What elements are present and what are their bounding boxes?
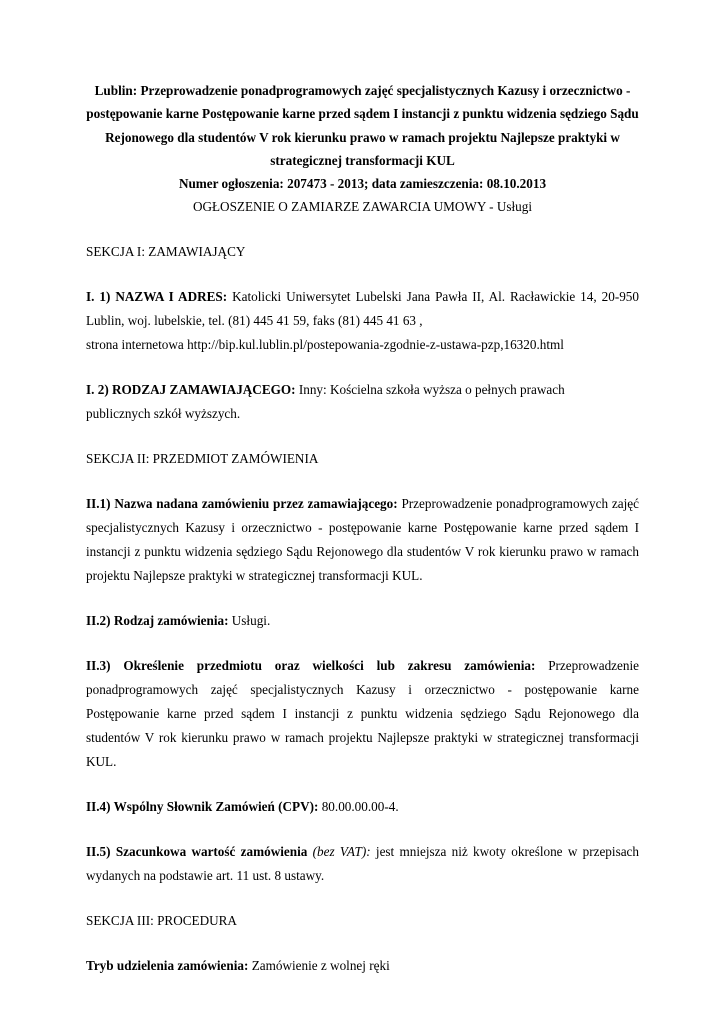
contracting-type-label: I. 2) RODZAJ ZAMAWIAJĄCEGO: (86, 381, 296, 397)
order-name (86, 492, 639, 588)
name-address-value: Katolicki Uniwersytet Lubelski Jana Pawła II, Al. Racławickie 14, 20-950 Lublin, woj. lubelskie, tel. (81) 445 41 59, faks (81) 445 41 63 , (86, 288, 639, 328)
section-1-type (86, 378, 586, 426)
cpv-value: 80.00.00.00-4. (318, 798, 399, 814)
order-scope (86, 654, 639, 774)
order-cpv (86, 795, 639, 819)
cpv-label: II.4) Wspólny Słownik Zamówień (CPV): (86, 798, 319, 814)
notice-number: Numer ogłoszenia: 207473 - 2013; data zamieszczenia: 08.10.2013 (178, 176, 547, 192)
order-kind-label: II.2) Rodzaj zamówienia: (86, 612, 229, 628)
notice-title: Lublin: Przeprowadzenie ponadprogramowych zajęć specjalistycznych Kazusy i orzecznictwo - postępowanie karne Postępowanie karne przed sądem I instancji z punktu widzenia sędziego Sądu Rejonowego dla studentów V rok kierunku prawo w ramach projektu Najlepsze praktyki w strategicznej transformacji KUL (86, 83, 639, 168)
name-address-label: I. 1) NAZWA I ADRES: (86, 288, 228, 304)
procedure-mode-label: Tryb udzielenia zamówienia: (86, 957, 249, 973)
contracting-type-value: Inny: Kościelna szkoła wyższa o pełnych prawach publicznych szkół wyższych. (86, 381, 565, 421)
order-scope-label: II.3) Określenie przedmiotu oraz wielkości lub zakresu zamówienia: (86, 657, 536, 673)
estimated-value-text: jest mniejsza niż kwoty określone w przepisach wydanych na podstawie art. 11 ust. 8 ustawy. (86, 843, 639, 883)
order-scope-value: Przeprowadzenie ponadprogramowych zajęć specjalistycznych Kazusy i orzecznictwo - postępowanie karne Postępowanie karne przed sądem I instancji z punktu widzenia sędziego Sądu Rejonowego dla studentów V rok kierunku prawo w ramach projektu Najlepsze praktyki w strategicznej transformacji KUL. (86, 657, 640, 769)
order-kind (86, 609, 639, 633)
estimated-value-note: (bez VAT): (312, 843, 371, 859)
document-page (86, 79, 639, 978)
section-1-name-address (86, 285, 639, 357)
section-2-heading: SEKCJA II: PRZEDMIOT ZAMÓWIENIA (86, 450, 319, 466)
estimated-value-label: II.5) Szacunkowa wartość zamówienia (86, 843, 308, 859)
section-1-heading: SEKCJA I: ZAMAWIAJĄCY (86, 243, 246, 259)
order-estimated-value (86, 840, 639, 888)
notice-type: OGŁOSZENIE O ZAMIARZE ZAWARCIA UMOWY - Usługi (192, 199, 533, 215)
procedure-mode-value: Zamówienie z wolnej ręki (248, 957, 390, 973)
procedure-mode (86, 954, 639, 978)
order-name-label: II.1) Nazwa nadana zamówieniu przez zamawiającego: (86, 495, 398, 511)
section-3-heading: SEKCJA III: PROCEDURA (86, 912, 237, 928)
order-name-value: Przeprowadzenie ponadprogramowych zajęć specjalistycznych Kazusy i orzecznictwo - postępowanie karne Postępowanie karne przed sądem I instancji z punktu widzenia sędziego Sądu Rejonowego dla studentów V rok kierunku prawo w ramach projektu Najlepsze praktyki w strategicznej transformacji KUL. (86, 495, 639, 583)
website-line: strona internetowa http://bip.kul.lublin.pl/postepowania-zgodnie-z-ustawa-pzp,16320.html (86, 336, 564, 352)
order-kind-value: Usługi. (228, 612, 271, 628)
